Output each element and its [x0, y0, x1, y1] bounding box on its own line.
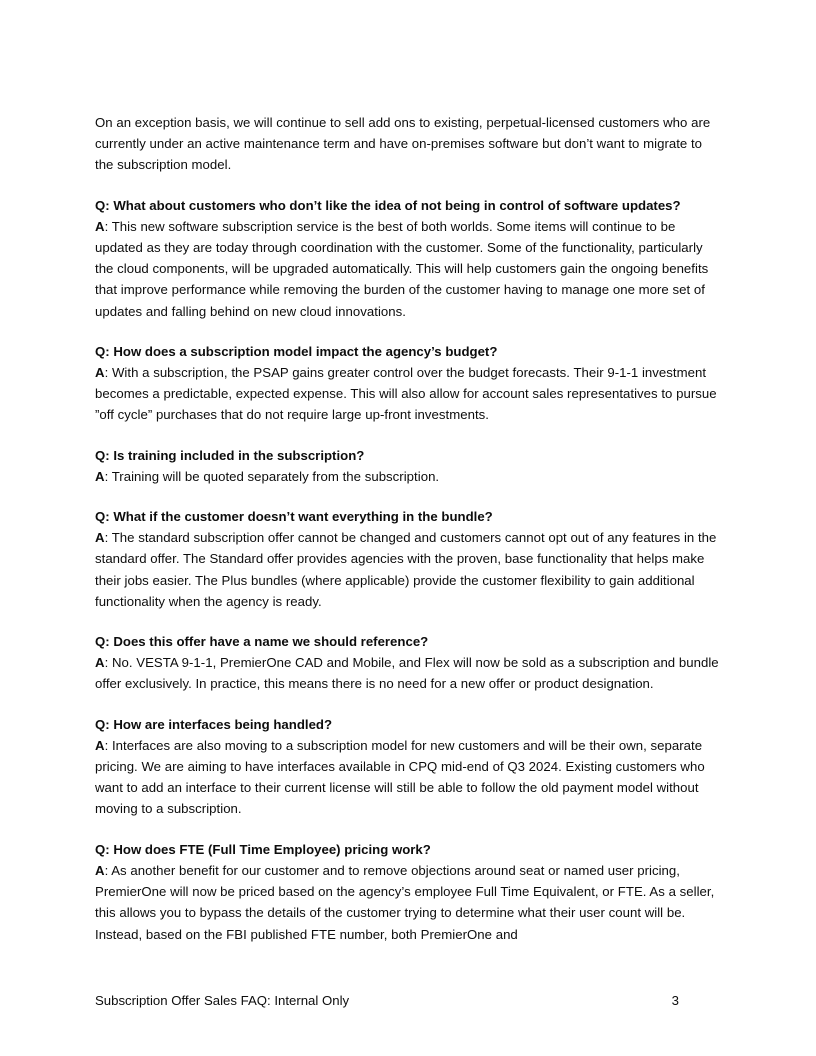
qa-block — [95, 506, 721, 612]
answer-body: : As another benefit for our customer and to remove objections around seat or named user pricing, PremierOne will now be priced based on the agency’s employee Full Time Equivalent, or FTE. As a seller, this allows you to bypass the details of the customer trying to determine what their user count will be. Instead, based on the FBI published FTE number, both PremierOne and — [95, 862, 715, 942]
document-body — [95, 112, 721, 964]
footer-page-number: 3 — [671, 993, 679, 1008]
answer-marker: A — [95, 468, 105, 484]
intro-paragraph: On an exception basis, we will continue to sell add ons to existing, perpetual-licensed customers who are currently under an active maintenance term and have on-premises software but don’t want to migrate to the subscription model. — [95, 115, 711, 173]
answer-body: : The standard subscription offer cannot be changed and customers cannot opt out of any features in the standard offer. The Standard offer provides agencies with the proven, base functionality that helps make their jobs easier. The Plus bundles (where applicable) provide the customer flexibility to gain additional functionality when the agency is ready. — [95, 530, 717, 609]
answer-body: : This new software subscription service is the best of both worlds. Some items will continue to be updated as they are today through coordination with the customer. Some of the functionality, particularly the cloud components, will be upgraded automatically. This will help customers gain the ongoing benefits that improve performance while removing the burden of the customer having to manage one more set of updates and falling behind on new cloud innovations. — [95, 218, 709, 319]
qa-block — [95, 341, 721, 426]
answer-body: : No. VESTA 9-1-1, PremierOne CAD and Mobile, and Flex will now be sold as a subscription and bundle offer exclusively. In practice, this means there is no need for a new offer or product designation. — [95, 655, 719, 692]
answer-marker: A — [95, 737, 105, 753]
qa-block — [95, 195, 721, 322]
question-text: Q: What if the customer doesn’t want everything in the bundle? — [95, 509, 493, 525]
question-text: Q: How does FTE (Full Time Employee) pricing work? — [95, 841, 431, 857]
question-text: Q: How does a subscription model impact the agency’s budget? — [95, 343, 498, 359]
page-footer — [95, 991, 721, 1011]
answer-text — [95, 362, 721, 426]
footer-title: Subscription Offer Sales FAQ: Internal Only — [95, 993, 350, 1008]
answer-body: : Interfaces are also moving to a subscription model for new customers and will be their own, separate pricing. We are aiming to have interfaces available in CPQ mid-end of Q3 2024. Existing customers who want to add an interface to their current license will still be able to follow the old payment model without moving to a subscription. — [95, 737, 705, 817]
answer-marker: A — [95, 655, 105, 671]
answer-marker: A — [95, 862, 105, 878]
qa-block — [95, 631, 721, 695]
answer-text — [95, 735, 721, 820]
qa-block — [95, 839, 721, 945]
answer-marker: A — [95, 365, 105, 381]
answer-text — [95, 216, 721, 322]
question-text: Q: Does this offer have a name we should reference? — [95, 634, 429, 650]
answer-text — [95, 466, 721, 487]
answer-body: : Training will be quoted separately from the subscription. — [104, 468, 440, 484]
question-text: Q: Is training included in the subscription? — [95, 447, 365, 463]
question-text: Q: What about customers who don’t like the idea of not being in control of software updates? — [95, 197, 681, 213]
answer-marker: A — [95, 530, 105, 546]
question-text: Q: How are interfaces being handled? — [95, 716, 333, 732]
answer-text — [95, 527, 721, 612]
answer-text — [95, 860, 721, 945]
qa-block — [95, 445, 721, 487]
answer-text — [95, 652, 721, 694]
answer-marker: A — [95, 218, 105, 234]
qa-block — [95, 714, 721, 820]
answer-body: : With a subscription, the PSAP gains greater control over the budget forecasts. Their 9-1-1 investment becomes a predictable, expected expense. This will also allow for account sales representatives to pursue ”off cycle” purchases that do not require large up-front investments. — [95, 365, 717, 423]
